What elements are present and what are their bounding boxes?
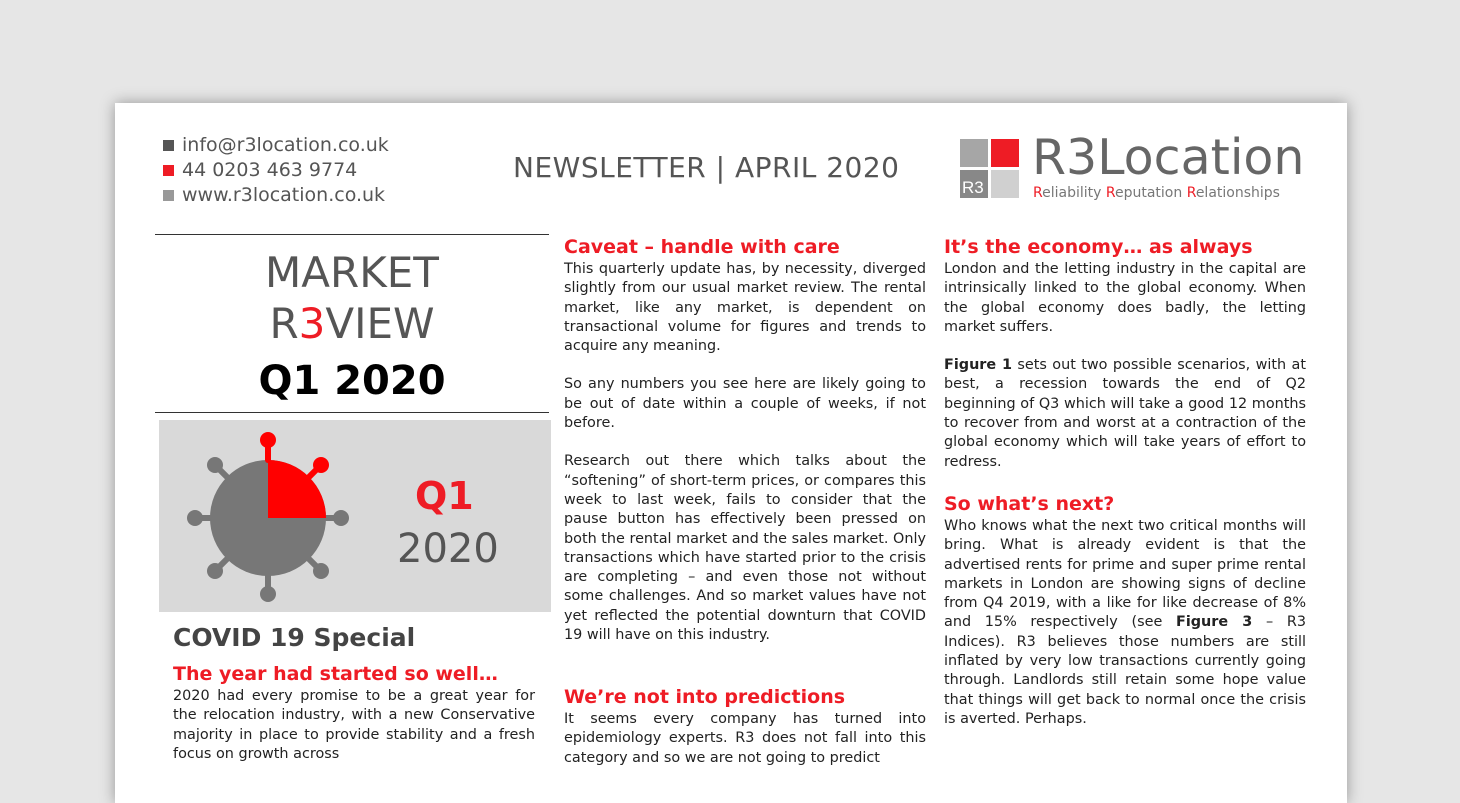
review-title-post: VIEW: [325, 299, 435, 348]
contact-phone-text: 44 0203 463 9774: [182, 159, 358, 181]
figure-ref: Figure 3: [1175, 614, 1253, 631]
left-section-heading: The year had started so well…: [173, 663, 498, 685]
mid-body-text: [564, 260, 926, 664]
covid-special-heading: COVID 19 Special: [173, 623, 416, 652]
tagline-initial: R: [1105, 185, 1115, 201]
review-title: [155, 299, 549, 348]
contact-website-text: www.r3location.co.uk: [182, 184, 386, 206]
contact-phone[interactable]: [163, 158, 389, 183]
square-icon: [163, 190, 174, 201]
paragraph: 2020 had every promise to be a great year for the relocation industry, with a new Conservative majority in place to provide stability and a fresh focus on growth across: [173, 688, 535, 762]
logo-badge-text: R3: [962, 178, 984, 197]
divider-bottom: [155, 412, 549, 413]
newsletter-title: NEWSLETTER | APRIL 2020: [513, 151, 900, 184]
virus-clock-icon: [175, 420, 375, 612]
paragraph: London and the letting industry in the capital are intrinsically linked to the global economy. When the global economy does badly, the letting market suffers.: [944, 261, 1306, 335]
r3location-logo: [960, 129, 1310, 201]
tagline-initial: R: [1186, 185, 1196, 201]
contact-email[interactable]: [163, 133, 389, 158]
paragraph: So any numbers you see here are likely going to be out of date within a couple of weeks, if not before.: [564, 376, 926, 432]
predictions-heading: We’re not into predictions: [564, 686, 846, 708]
logo-tagline: [1033, 185, 1280, 201]
contact-email-text: info@r3location.co.uk: [182, 134, 389, 156]
paragraph-text: sets out two possible scenarios, with at best, a recession towards the end of Q2 beginning of Q3 which will take a good 12 months to recover from and worst at a contraction of the global economy which will take years of effort to redress.: [944, 357, 1306, 470]
logo-mark-icon: [960, 139, 1022, 199]
paragraph: This quarterly update has, by necessity, diverged slightly from our usual market review. The rental market, like any market, is dependent on transactional volume for figures and trends to acquire any meaning.: [564, 261, 926, 355]
square-icon: [163, 140, 174, 151]
contact-website[interactable]: [163, 183, 389, 208]
economy-heading: It’s the economy… as always: [944, 236, 1253, 258]
mid-body-text-2: [564, 710, 926, 787]
banner-year: 2020: [397, 526, 499, 572]
covid-banner: [159, 420, 551, 612]
right-body-text-2: [944, 517, 1306, 748]
paragraph-text: – R3 Indices). R3 believes those numbers are still inflated by very low transactions currently going through. Landlords still retain some hope value that things will get back to normal once the crisis is averted. Perhaps.: [944, 614, 1306, 727]
paragraph-text: Who knows what the next two critical months will bring. What is already evident is that the advertised rents for prime and super prime rental markets in London are showing signs of decline from Q4 2019, with a like for like decrease of 8% and 15% respectively (see: [944, 518, 1306, 631]
right-body-text: [944, 260, 1306, 491]
paragraph: [944, 517, 1306, 729]
tagline-word: eputation: [1114, 185, 1187, 201]
tagline-word: eliability: [1042, 185, 1106, 201]
tagline-word: elationships: [1195, 185, 1280, 201]
divider-top: [155, 234, 549, 235]
review-title-pre: R: [269, 299, 299, 348]
left-body-text: [173, 687, 535, 783]
review-title-accent: 3: [298, 299, 326, 348]
logo-name: R3Location: [1032, 129, 1305, 186]
paragraph: It seems every company has turned into epidemiology experts. R3 does not fall into this category and so we are not going to predict: [564, 711, 926, 766]
banner-quarter: Q1: [415, 474, 474, 518]
square-icon: [163, 165, 174, 176]
figure-ref: Figure 1: [944, 357, 1013, 374]
paragraph: [944, 356, 1306, 472]
quarter-title: Q1 2020: [258, 358, 446, 404]
newsletter-page: [115, 103, 1347, 803]
market-title: MARKET: [265, 248, 439, 297]
whats-next-heading: So what’s next?: [944, 493, 1115, 515]
caveat-heading: Caveat – handle with care: [564, 236, 840, 258]
paragraph: Research out there which talks about the “softening” of short-term prices, or compares this week to last week, fails to consider that the pause button has effectively been pressed on both the rental market and the sales market. Only transactions which have started prior to the crisis are completing – and even those not without some challenges. And so market values have not yet reflected the potential downturn that COVID 19 will have on this industry.: [564, 453, 926, 644]
tagline-initial: R: [1033, 185, 1043, 201]
contact-list: [163, 133, 389, 208]
